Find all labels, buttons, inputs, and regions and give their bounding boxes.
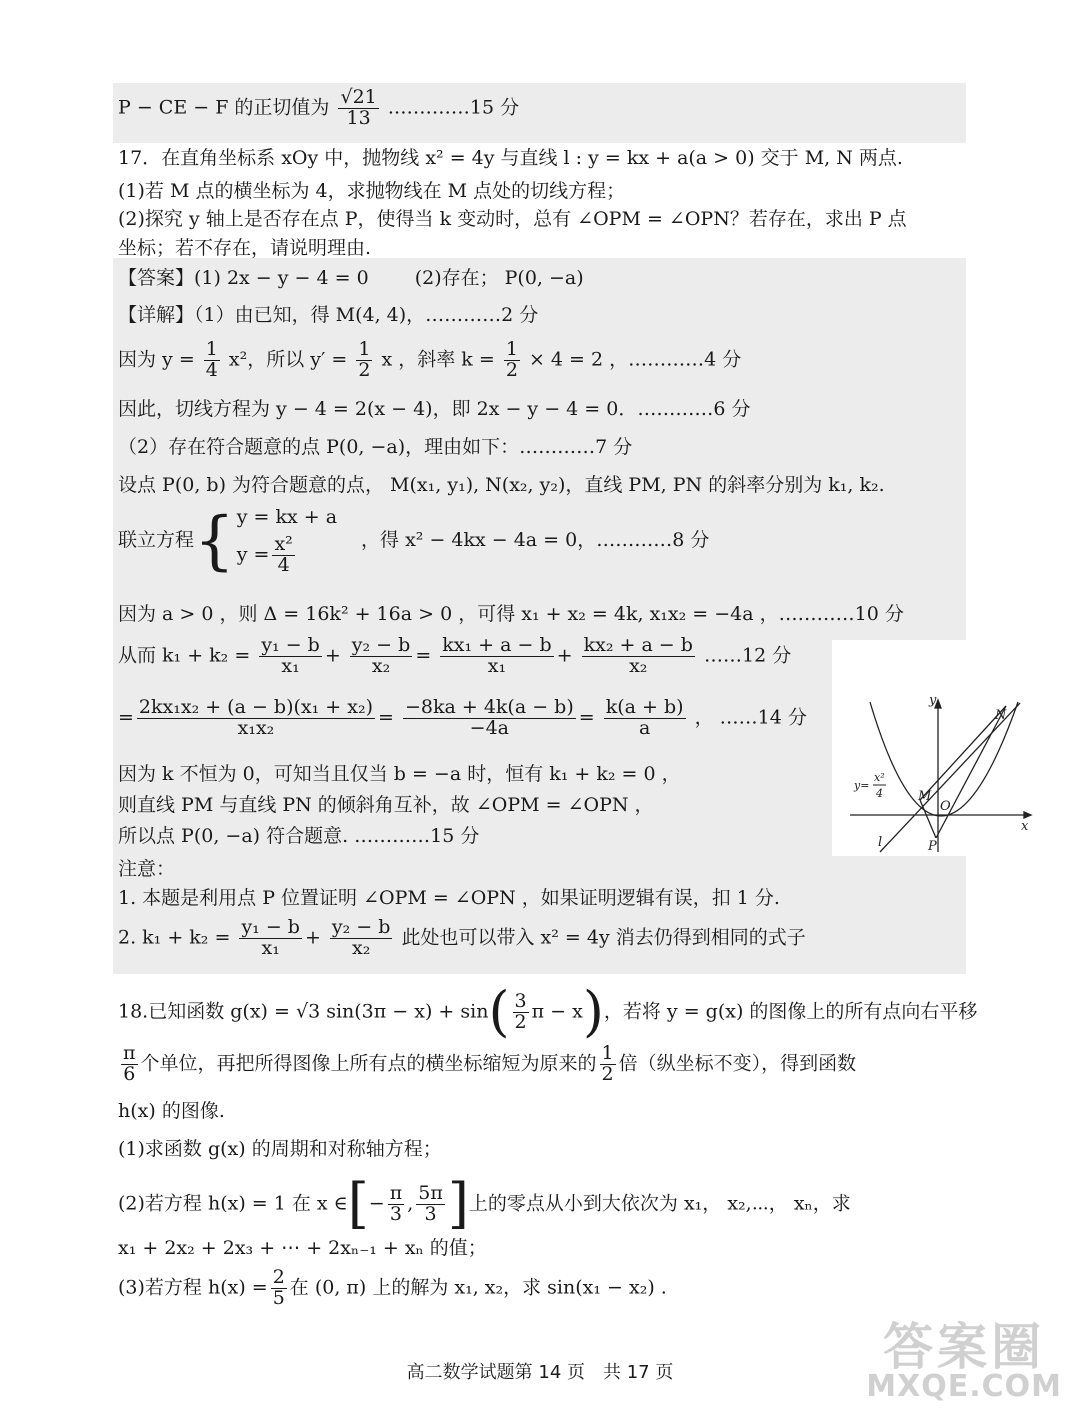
q18-part2-sum: x₁ + 2x₂ + 2x₃ + ⋯ + 2xₙ₋₁ + xₙ 的值； — [118, 1237, 487, 1259]
answer-label: 【答案】 — [118, 267, 195, 289]
fraction: $\frac{1}{2}$ — [505, 338, 518, 381]
x-axis-arrow — [1024, 812, 1031, 818]
detail-line-7: 从而 k₁ + k₂ = $\frac{\text{y₁ − b}}{\text{x₁}}$ + $\frac{\text{y₂ − b}}{\text{x₂}}$ = $\frac{\text{kx₁ + a − b}}{\text{x₁}}$ + $\frac{\text{kx₂ + a − b}}{\text{x₂}}$ ……12 分 — [118, 634, 792, 677]
left-brace: { — [194, 503, 235, 578]
q18-part1: (1)求函数 g(x) 的周期和对称轴方程； — [118, 1138, 442, 1160]
line-l — [880, 703, 1020, 852]
x-axis-label: x — [1021, 819, 1029, 834]
q18-part3: (3)若方程 h(x) = $\frac{2}{5}$ 在 (0, π) 上的解为 x₁, x₂，求 sin(x₁ − x₂) . — [118, 1266, 667, 1309]
note-1: 1. 本题是利用点 P 位置证明 ∠OPM = ∠OPN ，如果证明逻辑有误，扣 1 分. — [118, 887, 780, 909]
q18-part2: (2)若方程 h(x) = 1 在 x ∈[− $\frac{\pi}{3}$ , $\frac{5\pi}{3}$ ]上的零点从小到大依次为 x₁， x₂,⋯， xₙ，求 — [118, 1172, 851, 1235]
answer-part2: (2)存在； P(0, −a) — [414, 267, 584, 289]
fraction: $\frac{1}{4}$ — [205, 338, 218, 381]
detail-text: （1）由已知，得 M(4, 4)，…………2 分 — [194, 304, 539, 326]
system-label: 联立方程 — [118, 529, 195, 552]
detail-line-10: 则直线 PM 与直线 PN 的倾斜角互补，故 ∠OPM = ∠OPN ， — [118, 794, 654, 816]
detail-line-5: 设点 P(0, b) 为符合题意的点， M(x₁, y₁), N(x₂, y₂)，直线 PM, PN 的斜率分别为 k₁, k₂. — [118, 474, 885, 496]
tangent-fraction: $\frac{√21}{13}$ — [340, 86, 377, 129]
point-P-label: P — [928, 839, 937, 854]
detail-line-9: 因为 k 不恒为 0，可知当且仅当 b = −a 时，恒有 k₁ + k₂ = 0 ， — [118, 763, 681, 785]
equation-system: 联立方程 { y = kx + a y = $\frac{\text{x²}}{4}$ ，得 x² − 4kx − 4a = 0，…………8 分 — [118, 503, 710, 578]
conclusion-text: P − CE − F 的正切值为 — [118, 96, 330, 119]
point-M-label: M — [918, 789, 932, 804]
detail-line-6: 因为 a > 0 ，则 Δ = 16k² + 16a > 0 ，可得 x₁ + x₂ = 4k, x₁x₂ = −4a ，…………10 分 — [118, 603, 904, 625]
line-l-label: l — [878, 835, 883, 850]
score-mark: .…………15 分 — [387, 96, 520, 119]
svg-text:x²: x² — [874, 771, 885, 784]
q17-part2: (2)探究 y 轴上是否存在点 P，使得当 k 变动时，总有 ∠OPM = ∠OPN？若存在，求出 P 点 — [118, 208, 907, 230]
parabola-figure — [832, 640, 1035, 856]
answer-part1: (1) 2x − y − 4 = 0 — [194, 267, 369, 289]
q17-part1: (1)若 M 点的横坐标为 4，求抛物线在 M 点处的切线方程； — [118, 180, 626, 202]
page-footer: 高二数学试题第 14 页 共 17 页 — [406, 1362, 674, 1383]
q18-line-3: h(x) 的图像. — [118, 1100, 225, 1122]
detail-line-1 — [118, 304, 538, 327]
system-equations: y = kx + a y = $\frac{\text{x²}}{4}$ — [236, 506, 338, 576]
detail-line-2: 因为 y = $\frac{1}{4}$ x²，所以 y′ = $\frac{1}{2}$ x ，斜率 k = $\frac{1}{2}$ × 4 = 2 ，…………4 分 — [118, 338, 742, 381]
segment-PN — [936, 706, 1006, 838]
detail-label: 【详解】 — [118, 304, 195, 326]
q17-stem: 17．在直角坐标系 xOy 中，抛物线 x² = 4y 与直线 l : y = kx + a(a > 0) 交于 M, N 两点. — [118, 147, 903, 169]
q18-line-2: $\frac{\pi}{6}$ 个单位，再把所得图像上所有点的横坐标缩短为原来的 $\frac{1}{2}$ 倍（纵坐标不变），得到函数 — [123, 1042, 857, 1085]
segment-PM — [920, 800, 936, 838]
origin-label: O — [940, 799, 951, 814]
tangent-conclusion — [118, 88, 519, 129]
q17-part2-cont: 坐标；若不存在，请说明理由. — [118, 237, 372, 259]
watermark-logo: 答案圈 MXQE.COM — [866, 1318, 1062, 1404]
detail-line-4: （2）存在符合题意的点 P(0, −a)，理由如下：…………7 分 — [118, 436, 633, 458]
svg-text:4: 4 — [876, 787, 883, 800]
note-2: 2. k₁ + k₂ = $\frac{\text{y₁ − b}}{\text{x₁}}$ + $\frac{\text{y₂ − b}}{\text{x₂}}$ 此处也可以带入 x² = 4y 消去仍得到相同的式子 — [118, 916, 806, 959]
detail-line-11: 所以点 P(0, −a) 符合题意. …………15 分 — [118, 825, 480, 847]
detail-line-3: 因此，切线方程为 y − 4 = 2(x − 4)，即 2x − y − 4 = 0．…………6 分 — [118, 398, 751, 420]
y-axis-label: y — [929, 693, 937, 708]
answer-line — [118, 267, 584, 290]
svg-text:y=: y= — [854, 779, 870, 792]
detail-line-8: = $\frac{\text{2kx₁x₂ + (a − b)(x₁ + x₂)}}{\text{x₁x₂}}$ = $\frac{-8ka + 4k(a - b)}{-4a}$ = $\frac{k(a + b)}{a}$ ， ……14 分 — [118, 696, 807, 739]
point-N-label: N — [995, 708, 1007, 723]
q18-line-1: 18.已知函数 g(x) = √3 sin(3π − x) + sin( $\frac{3}{2}$ π − x)，若将 y = g(x) 的图像上的所有点向右平移 — [118, 980, 978, 1043]
curve-label — [853, 771, 886, 800]
fraction: $\frac{1}{2}$ — [358, 338, 371, 381]
note-label: 注意： — [118, 858, 176, 880]
